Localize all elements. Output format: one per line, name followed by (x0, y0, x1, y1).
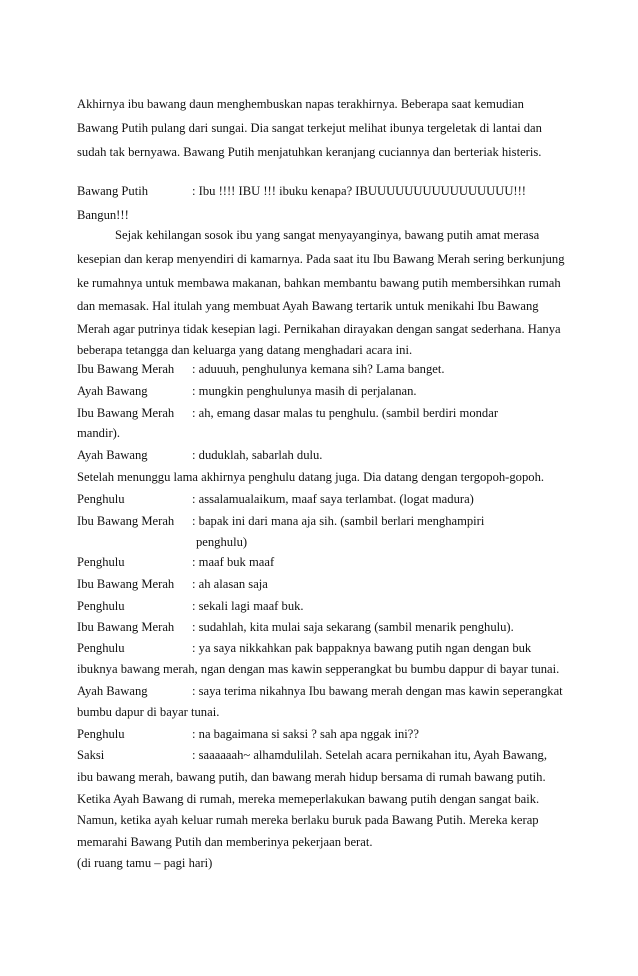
speaker-line: : saya terima nikahnya Ibu bawang merah dengan mas kawin seperangkat (192, 684, 563, 698)
speaker-name: Ibu Bawang Merah (77, 362, 175, 376)
narration-line: Namun, ketika ayah keluar rumah mereka berlaku buruk pada Bawang Putih. Mereka kerap (77, 813, 539, 827)
speaker-name: Ayah Bawang (77, 384, 148, 398)
speaker-line: : saaaaaah~ alhamdulilah. Setelah acara pernikahan itu, Ayah Bawang, (192, 748, 547, 762)
narration-line: Setelah menunggu lama akhirnya penghulu datang juga. Dia datang dengan tergopoh-gopoh. (77, 470, 545, 484)
speaker-line: : bapak ini dari mana aja sih. (sambil berlari menghampiri (192, 514, 485, 528)
narration-line: beberapa tetangga dan keluarga yang datang menghadari acara ini. (77, 343, 413, 357)
narration-line: memarahi Bawang Putih dan memberinya pekerjaan berat. (77, 835, 373, 849)
speaker-line: : maaf buk maaf (192, 555, 275, 569)
narration-line: sudah tak bernyawa. Bawang Putih menjatuhkan keranjang cuciannya dan berteriak histeris. (77, 145, 542, 159)
speaker-line: : ah, emang dasar malas tu penghulu. (sambil berdiri mondar (192, 406, 499, 420)
speaker-line: : Ibu !!!! IBU !!! ibuku kenapa? IBUUUUUUUUUUUUUUUU!!! (192, 184, 526, 198)
narration-line: kesepian dan kerap menyendiri di kamarnya. Pada saat itu Ibu Bawang Merah sering berkunjung (77, 252, 565, 266)
dialogue-continuation: ibuknya bawang merah, ngan dengan mas kawin sepperangkat bu bumbu dappur di bayar tunai. (77, 662, 560, 676)
narration-line: Merah agar putrinya tidak kesepian lagi. Pernikahan dirayakan dengan sangat sederhana. Hanya (77, 322, 561, 336)
speaker-name: Penghulu (77, 641, 125, 655)
speaker-line: : duduklah, sabarlah dulu. (192, 448, 323, 462)
speaker-line: : mungkin penghulunya masih di perjalanan. (192, 384, 417, 398)
dialogue-continuation: bumbu dapur di bayar tunai. (77, 705, 220, 719)
narration-line: Akhirnya ibu bawang daun menghembuskan napas terakhirnya. Beberapa saat kemudian (77, 97, 524, 111)
speaker-name: Ibu Bawang Merah (77, 620, 175, 634)
dialogue-continuation: penghulu) (196, 535, 248, 549)
speaker-name: Ibu Bawang Merah (77, 514, 175, 528)
speaker-name: Ibu Bawang Merah (77, 406, 175, 420)
speaker-line: : aduuuh, penghulunya kemana sih? Lama banget. (192, 362, 445, 376)
narration-line: ibu bawang merah, bawang putih, dan bawang merah hidup bersama di rumah bawang putih. (77, 770, 546, 784)
speaker-line: : sekali lagi maaf buk. (192, 599, 304, 613)
speaker-name: Penghulu (77, 727, 125, 741)
speaker-line: : sudahlah, kita mulai saja sekarang (sambil menarik penghulu). (192, 620, 514, 634)
speaker-line: : ah alasan saja (192, 577, 268, 591)
narration-line: Bawang Putih pulang dari sungai. Dia sangat terkejut melihat ibunya tergeletak di lantai dan (77, 121, 542, 135)
speaker-name: Bawang Putih (77, 184, 149, 198)
speaker-name: Penghulu (77, 599, 125, 613)
speaker-line: : assalamualaikum, maaf saya terlambat. (logat madura) (192, 492, 474, 506)
speaker-name: Ayah Bawang (77, 684, 148, 698)
speaker-name: Saksi (77, 748, 105, 762)
narration-line: dan memasak. Hal itulah yang membuat Ayah Bawang tertarik untuk menikahi Ibu Bawang (77, 299, 539, 313)
speaker-name: Ibu Bawang Merah (77, 577, 175, 591)
speaker-line: : ya saya nikkahkan pak bappaknya bawang putih ngan dengan buk (192, 641, 532, 655)
speaker-name: Penghulu (77, 555, 125, 569)
speaker-line: : na bagaimana si saksi ? sah apa nggak ini?? (192, 727, 419, 741)
stage-direction: (di ruang tamu – pagi hari) (77, 856, 213, 870)
narration-line: ke rumahnya untuk membawa makanan, bahkan membantu bawang putih membersihkan rumah (77, 276, 561, 290)
speaker-name: Ayah Bawang (77, 448, 148, 462)
dialogue-continuation: Bangun!!! (77, 208, 129, 222)
narration-line: Sejak kehilangan sosok ibu yang sangat menyayanginya, bawang putih amat merasa (115, 228, 540, 242)
narration-line: Ketika Ayah Bawang di rumah, mereka memeperlakukan bawang putih dengan sangat baik. (77, 792, 540, 806)
dialogue-continuation: mandir). (77, 426, 121, 440)
speaker-name: Penghulu (77, 492, 125, 506)
